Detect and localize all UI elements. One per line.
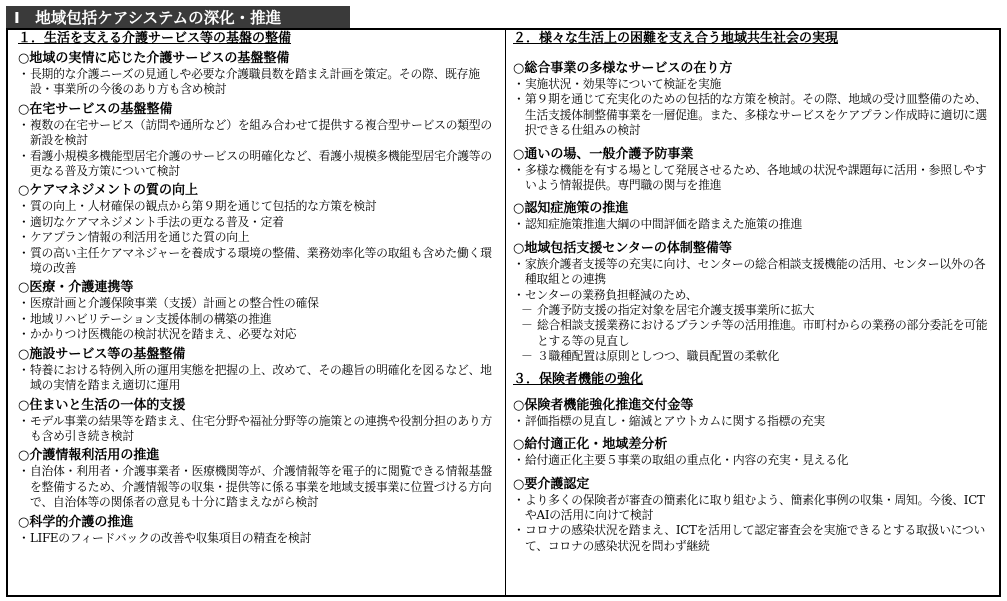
item-title: ○介護情報利活用の推進 (18, 448, 160, 464)
item-title: ○保険者機能強化推進交付金等 (513, 397, 694, 413)
dash-item: － 総合相談支援業務におけるブランチ等の活用推進。市町村からの業務の部分委託を可能とする等の見直し (513, 318, 995, 349)
item-title: ○施設サービス等の基盤整備 (18, 346, 186, 362)
item-title: ○総合事業の多様なサービスの在り方 (513, 61, 733, 76)
item-housing-life (18, 398, 498, 445)
item-title: ○給付適正化・地域差分析 (513, 437, 668, 453)
item-title: ○医療・介護連携等 (18, 280, 134, 296)
bullet: ・ 適切なケアマネジメント手法の更なる普及・定着 (18, 215, 498, 230)
item-service-base (18, 51, 498, 98)
item-care-info (18, 448, 498, 510)
bullet: ・ コロナの感染状況を踏まえ、ICTを活用して認定審査会を実施できるとする取扱いについて、コロナの感染状況を問わず継続 (513, 523, 995, 554)
bullet: ・ かかりつけ医機能の検討状況を踏まえ、必要な対応 (18, 327, 498, 342)
item-kayoi-prevention (513, 147, 995, 194)
item-dementia (513, 201, 995, 232)
bullet: ・ 特養における特例入所の運用実態を把握の上、改めて、その趣旨の明確化を図るなど、地域の実情を踏まえ適切に運用 (18, 363, 498, 394)
bullet: ・ 家族介護者支援等の充実に向け、センターの総合相談支援機能の活用、センター以外の各種取組との連携 (513, 257, 995, 288)
left-column (18, 30, 498, 595)
item-title: ○地域の実情に応じた介護サービスの基盤整備 (18, 51, 290, 66)
item-care-certification (513, 477, 995, 555)
page-header: Ⅰ 地域包括ケアシステムの深化・推進 (6, 6, 350, 30)
section-3-title: ３．保険者機能の強化 (513, 371, 644, 387)
bullet: ・ 質の向上・人材確保の観点から第９期を通じて包括的な方策を検討 (18, 199, 498, 214)
bullet: ・ 看護小規模多機能型居宅介護のサービスの明確化など、看護小規模多機能型居宅介護等の更なる普及方策について検討 (18, 149, 498, 180)
item-title: ○通いの場、一般介護予防事業 (513, 146, 694, 162)
bullet: ・ モデル事業の結果等を踏まえ、住宅分野や福祉分野等の施策との連携や役割分担のあり方も含め引き続き検討 (18, 414, 498, 445)
bullet: ・ 医療計画と介護保険事業（支援）計画との整合性の確保 (18, 296, 498, 311)
item-insurer-grant (513, 398, 995, 429)
bullet: ・ 評価指標の見直し・縮減とアウトカムに関する指標の充実 (513, 414, 995, 429)
bullet: ・ センターの業務負担軽減のため、 (513, 288, 995, 303)
dash-item: － 介護予防支援の指定対象を居宅介護支援事業所に拡大 (513, 303, 995, 318)
bullet: ・ 第９期を通じて充実化のための包括的な方策を検討。その際、地域の受け皿整備のため、生活支援体制整備事業を一層促進。また、多様なサービスをケアプラン作成時に適切に選択できる仕組みの検討 (513, 92, 995, 138)
item-title: ○ケアマネジメントの質の向上 (18, 183, 198, 199)
bullet: ・ 実施状況・効果等について検証を実施 (513, 77, 995, 92)
item-title: ○在宅サービスの基盤整備 (18, 101, 173, 117)
bullet: ・ 自治体・利用者・介護事業者・医療機関等が、介護情報等を電子的に閲覧できる情報基盤を整備するため、介護情報等の収集・提供等に係る事業を地域支援事業に位置づける方向で、自治体等の関係者の意見も十分に踏まえながら検討 (18, 464, 498, 510)
item-benefit-optimization (513, 437, 995, 468)
section-1-title: １．生活を支える介護サービス等の基盤の整備 (18, 31, 292, 46)
item-title: ○地域包括支援センターの体制整備等 (513, 240, 732, 256)
bullet: ・ 多様な機能を有する場として発展させるため、各地域の状況や課題毎に活用・参照しやすいよう情報提供。専門職の関与を推進 (513, 163, 995, 194)
item-scientific-care (18, 515, 498, 546)
item-title: ○要介護認定 (513, 476, 590, 492)
bullet: ・ 地域リハビリテーション支援体制の構築の推進 (18, 312, 498, 327)
item-medical-care (18, 280, 498, 342)
bullet: ・ 給付適正化主要５事業の取組の重点化・内容の充実・見える化 (513, 453, 995, 468)
column-divider (505, 28, 506, 597)
item-care-management (18, 183, 498, 276)
bullet: ・ ケアプラン情報の利活用を通じた質の向上 (18, 230, 498, 245)
bullet: ・ LIFEのフィードバックの改善や収集項目の精査を検討 (18, 531, 498, 546)
item-community-center (513, 241, 995, 365)
bullet: ・ 長期的な介護ニーズの見通しや必要な介護職員数を踏まえ計画を策定。その際、既存施設・事業所の今後のあり方も含め検討 (18, 67, 498, 98)
bullet: ・ 複数の在宅サービス（訪問や通所など）を組み合わせて提供する複合型サービスの類型の新設を検討 (18, 118, 498, 149)
dash-item: － ３職種配置は原則としつつ、職員配置の柔軟化 (513, 349, 995, 364)
bullet: ・ 質の高い主任ケアマネジャーを養成する環境の整備、業務効率化等の取組も含めた働く環境の改善 (18, 246, 498, 277)
item-facility-service (18, 347, 498, 394)
item-comprehensive-services (513, 61, 995, 139)
item-home-service (18, 102, 498, 180)
item-title: ○認知症施策の推進 (513, 201, 629, 217)
item-title: ○住まいと生活の一体的支援 (18, 397, 186, 413)
section-2-title: ２．様々な生活上の困難を支え合う地域共生社会の実現 (513, 31, 839, 46)
right-column (513, 30, 995, 595)
item-title: ○科学的介護の推進 (18, 514, 134, 530)
bullet: ・ より多くの保険者が審査の簡素化に取り組むよう、簡素化事例の収集・周知。今後、ICTやAIの活用に向けて検討 (513, 493, 995, 524)
bullet: ・ 認知症施策推進大綱の中間評価を踏まえた施策の推進 (513, 217, 995, 232)
